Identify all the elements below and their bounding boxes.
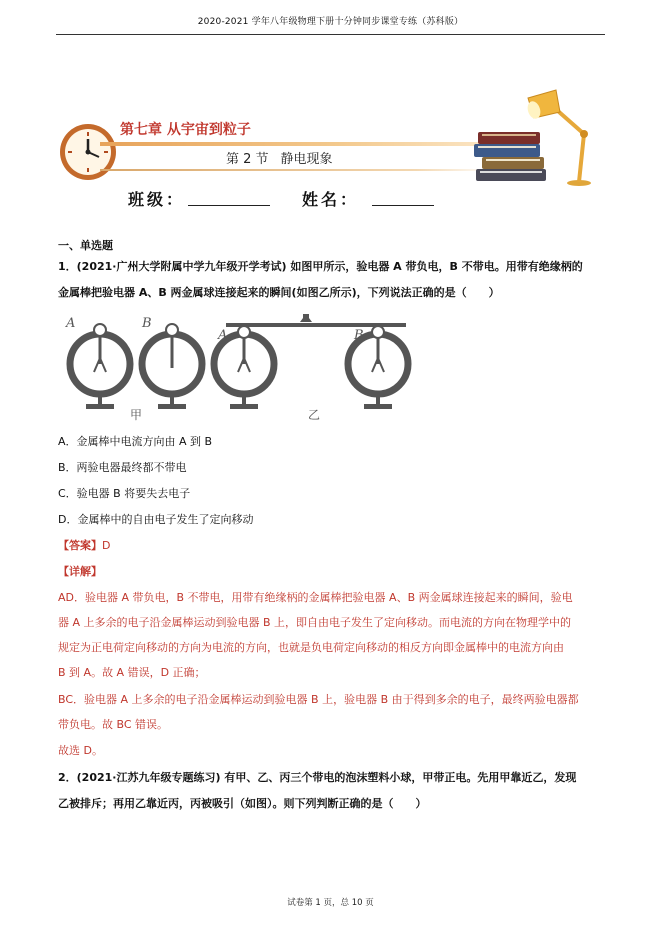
figure-label-b-right: B [354,328,364,343]
q1-option-a: A．金属棒中电流方向由 A 到 B [58,435,213,448]
figure-caption-yi: 乙 [308,408,321,422]
answer-tag: 【答案】 [58,539,102,552]
detail-line: 器 A 上多余的电子沿金属棒运动到验电器 B 上，即自由电子发生了定向移动。而电流的方向在物理学中的 [58,616,572,629]
q1-option-d: D．金属棒中的自由电子发生了定向移动 [58,513,254,526]
detail-line: AD．验电器 A 带负电，B 不带电，用带有绝缘柄的金属棒把验电器 A、B 两金属球连接起来的瞬间，验电 [58,591,573,604]
figure-label-a-right: A [218,328,228,343]
q2-stem-line2: 乙被排斥；再用乙靠近丙，丙被吸引（如图）。则下列判断正确的是（ ） [58,797,427,810]
class-label: 班级： [128,190,186,209]
detail-line: 带负电。故 BC 错误。 [58,718,169,731]
section-name: 静电现象 [280,152,333,167]
desk-lamp-books-illustration [468,88,598,188]
electroscope-a-left [70,324,130,409]
q1-stem-line1: 1．(2021·广州大学附属中学九年级开学考试) 如图甲所示，验电器 A 带负电，B 不带电。用带有绝缘柄的 [58,260,583,273]
part-heading: 一、单选题 [58,239,113,252]
figure-caption-jia: 甲 [130,408,143,422]
electroscope-diagram [60,312,420,422]
chapter-banner [0,0,661,230]
q1-option-c: C．验电器 B 将要失去电子 [58,487,191,500]
q2-stem-line1: 2．(2021·江苏九年级专题练习) 有甲、乙、丙三个带电的泡沫塑料小球，甲带正电。先用甲靠近乙，发现 [58,771,577,784]
detail-line: 故选 D。 [58,744,103,757]
q1-option-b: B．两验电器最终都不带电 [58,461,187,474]
detail-line: 规定为正电荷定向移动的方向为电流的方向，也就是负电荷定向移动的相反方向即金属棒中的电流方向由 [58,641,564,654]
q1-stem-line2: 金属棒把验电器 A、B 两金属球连接起来的瞬间(如图乙所示)，下列说法正确的是（ ） [58,286,500,299]
page-footer: 试卷第 1 页，总 10 页 [287,898,374,908]
electroscope-b-left [142,324,202,409]
section-title [226,148,333,167]
electroscope-figure [60,312,420,422]
clock-icon [58,122,118,182]
class-blank[interactable] [188,205,270,206]
figure-label-b-left: B [142,316,152,331]
figure-label-a-left: A [66,316,76,331]
title-underline [100,169,495,171]
q1-answer [58,538,110,554]
name-label: 姓名： [302,190,360,209]
title-band [100,142,495,146]
section-number: 第 2 节 [226,152,269,167]
name-blank[interactable] [372,205,434,206]
electroscope-pair-connected [214,314,408,409]
detail-line: B 到 A。故 A 错误，D 正确； [58,666,206,679]
detail-line: BC．验电器 A 上多余的电子沿金属棒运动到验电器 B 上，验电器 B 由于得到多余的电子，最终两验电器都 [58,693,579,706]
running-header: 2020-2021 学年八年级物理下册十分钟同步课堂专练（苏科版） [197,17,464,27]
answer-value: D [102,539,111,552]
detail-tag: 【详解】 [58,565,102,578]
chapter-title: 第七章 从宇宙到粒子 [120,122,251,138]
